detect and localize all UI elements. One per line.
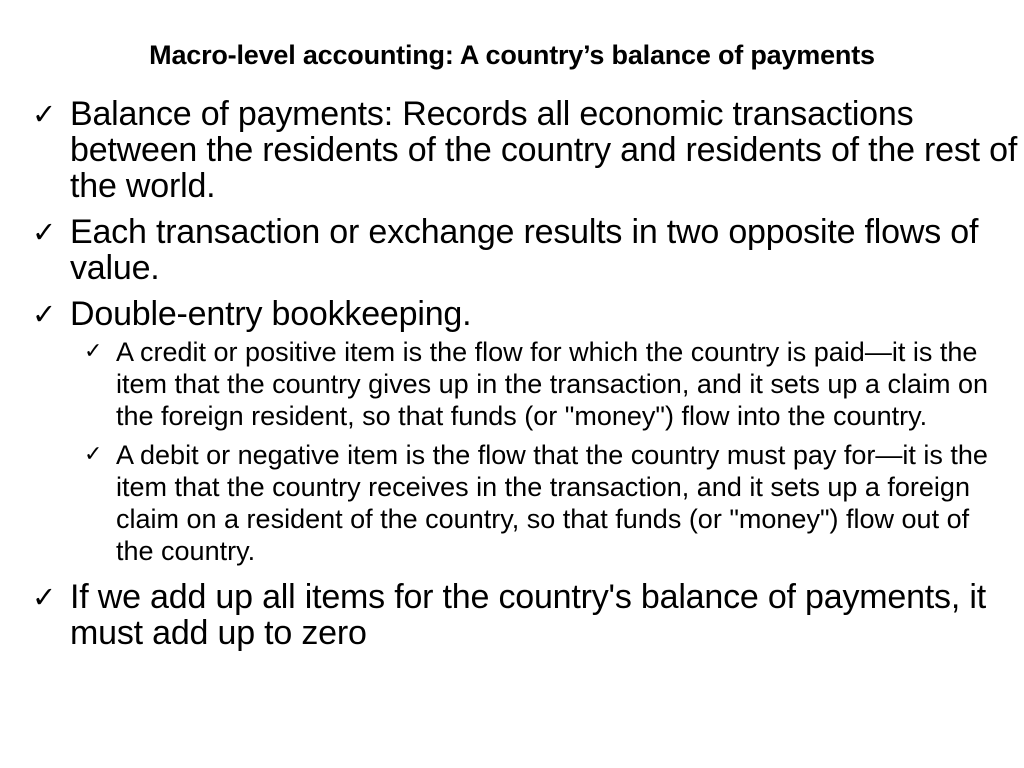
checkmark-icon: ✓ — [32, 297, 57, 331]
checkmark-icon: ✓ — [32, 215, 57, 249]
sub-bullet-text: A credit or positive item is the flow for which the country is paid—it is the item that the country gives up in the transaction, and it sets up a claim on the foreign resident, so that funds (or "money") flow into the country. — [116, 337, 988, 431]
checkmark-icon: ✓ — [84, 339, 103, 364]
bullet-list — [0, 96, 1024, 661]
bullet-text: If we add up all items for the country's balance of payments, it must add up to zero — [70, 578, 986, 652]
bullet-text: Balance of payments: Records all economic transactions between the residents of the country and residents of the rest of the world. — [70, 95, 1018, 205]
bullet-item — [0, 214, 1024, 286]
bullet-item — [0, 296, 1024, 332]
slide-title: Macro-level accounting: A country’s balance of payments — [149, 40, 875, 70]
sub-bullet-text: A debit or negative item is the flow that the country must pay for—it is the item that the country receives in the transaction, and it sets up a foreign claim on a resident of the country, so that funds (or "money") flow out of the country. — [116, 440, 988, 566]
bullet-text: Each transaction or exchange results in two opposite flows of value. — [70, 213, 979, 287]
bullet-text: Double-entry bookkeeping. — [70, 295, 472, 333]
checkmark-icon: ✓ — [32, 580, 57, 614]
checkmark-icon: ✓ — [84, 442, 103, 467]
sub-bullet-item — [0, 336, 1024, 432]
sub-bullet-item — [0, 439, 1024, 567]
bullet-item — [0, 579, 1024, 651]
bullet-item — [0, 96, 1024, 204]
checkmark-icon: ✓ — [32, 97, 57, 131]
